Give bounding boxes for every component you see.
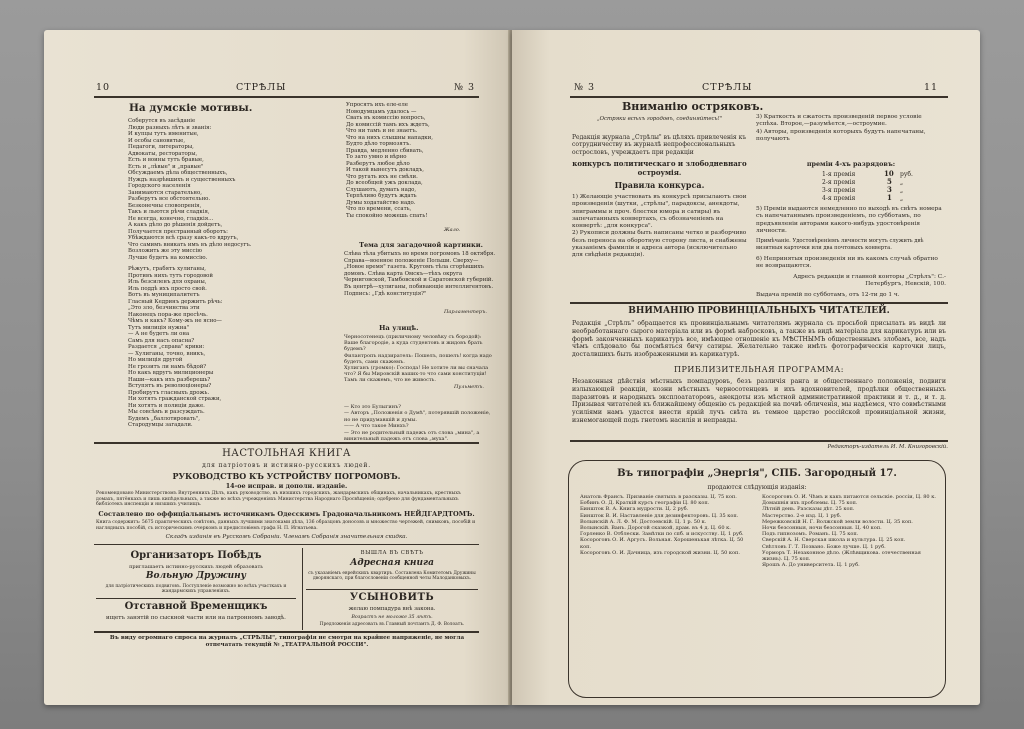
ad-address-book-text: съ указаніемъ еврейскихъ квартиръ. Составлена Комитетомъ Дружины дворянскаго, при благословеніи сообщенной четы Малоданковыхъ. <box>308 571 476 582</box>
ad-organizer-big: Вольную Дружину <box>145 571 247 581</box>
program-text: Незаконныя дѣйствія мѣстныхъ помпадуровъ, безъ различія ранга и общественнаго положенія, подвиги излыхающей реакціи, козни мѣстныхъ черносотенцевъ и ихъ вдохновителей, продѣлки общественныхъ паразитовъ и народныхъ эксплоататоровъ, анекдоты изъ мѣстной административной практики и т. д., и т. д. Призывая читателей къ ближайшему общенію съ редакціей на почвѣ обличенія, мы надѣемся, что совмѣстными усиліями намъ удастся внести яркій лучъ свѣта въ темное царство россійской провинціальной жизни, изнемогающей подъ гнетомъ насилія и неправды. <box>572 378 946 424</box>
right-editor-rule <box>570 440 948 442</box>
provincial-title: ВНИМАНІЮ ПРОВИНЦІАЛЬНЫХЪ ЧИТАТЕЛЕЙ. <box>628 306 890 316</box>
ad-retired-text: ищетъ занятій по сыскной части или на патронномъ заводѣ. <box>106 615 286 621</box>
ad-address-book-label: ВЫШЛА ВЪ СВѢТЪ <box>360 550 424 556</box>
prize-label: 2-я премія <box>822 179 856 186</box>
left-issue: № 3 <box>454 82 476 93</box>
topic-author: Парламентеръ. <box>444 309 487 315</box>
editor-publisher: Редакторъ-издатель И. М. Книгоровскій. <box>827 444 948 450</box>
left-journal-title: СТРѢЛЫ <box>236 82 287 93</box>
desk-book-compiled: Составлено по оффиціальнымъ источникамъ Одесскимъ Градоначальникомъ НЕЙДГАРДТОМЪ. <box>98 510 475 518</box>
prize-unit: „ <box>900 195 904 202</box>
notice-epigraph: „Остряки всѣхъ городовъ, соединяйтесь!" <box>596 116 723 122</box>
books-list-left: Анатоль Франсъ. Призваніе святыхъ в разсказы. Ц. 75 коп. Бобинъ О. Д. Краткій курсъ географіи Ц. 80 коп. Биншток В. А. Книга мудрости. Ц. 2 руб. Биншток В. И. Наставленіе для дезинфекторовъ. Ц. 35 коп. Волынскій А. Л. Ф. М. Достоевскій. Ц. 1 р. 50 к. Волынскій. Ванъ. Дорогой сказкой, драм. въ 4 д. Ц. 60 к. Горленко В. Отблески. Замѣтки по спб. и искусству. Ц. 1 руб. Косороговъ О. И. Аргусъ. Вольная. Хорошенькая лѣтка. Ц. 50 коп. Косороговъ О. И. Дачница, изъ городской жизни. Ц. 50 коп. <box>580 494 744 556</box>
left-section-rule <box>94 442 479 444</box>
left-ad-divider <box>302 548 303 630</box>
ad-adopt-text-3: Предложенія адресовать въ Главный почтамтъ Д. Ф. Волоатъ. <box>319 622 465 627</box>
rules-text: 1) Желающіе участвовать въ конкурсѣ присылаютъ свои произведенія (шутки, „стрѣлы", парадоксы, анекдоты, эпиграммы и проч. блестки юмора и сатиры) въ запечатанныхъ конвертахъ, съ обозначеніемъ на конвертѣ: „для конкурса". 2) Рукописи должны быть написаны четко и разборчиво безъ переноса на оборотную сторону листа, и снабжены указаніемъ фамиліи и адреса автора (исключительно для свѣдѣнія редакціи). <box>572 194 747 259</box>
desk-book-title: НАСТОЛЬНАЯ КНИГА <box>222 448 351 459</box>
right-header-rule <box>570 96 948 98</box>
prize-value: 10 <box>884 169 894 178</box>
provincial-text: Редакція „Стрѣлъ" обращается къ провинціальнымъ читателямъ журнала съ просьбой присылать въ видѣ ли необработаннаго сырого матеріала или въ формѣ набросковъ, а также въ видѣ матеріала для карикатуръ или въ формѣ законченныхъ карикатуръ все, имѣющее отношеніе къ МѢСТНЫМЪ общественнымъ злобамъ, все, надъ чѣмъ слѣдовало бы посмѣяться бичу сатиры. Желательно также имѣть фотографическія карточки лицъ, досталвшихъ быть изображенными въ карикатурѣ. <box>572 320 946 359</box>
poem-column-2: Упросятъ ихъ еле-еле Новодумцамъ удалось — Свать въ комиссію вопросъ, До комиссій тамъ ихъ ждетъ, Что ни тамъ и не знаетъ. Что на нихъ слышны нападки, Будто дѣло тормозятъ. Правда, медленно сбивать, То зато умно и вѣрно Разберутъ любое дѣло И такой вынесутъ докладъ, Что ругать ихъ не смѣли. До всеобщей ужъ доклада, Слушаютъ, думать надо, Терпѣливо будутъ ждать Думы ходатайство надо. Что по времени, ссать, Ты спокойно можешь спать! <box>346 102 433 219</box>
desk-book-subtitle: для патріотовъ и истинно-русскихъ людей. <box>202 462 371 469</box>
left-ad-rule <box>94 544 479 545</box>
ad-adopt-text-2: Возрастъ не моложе 35 лѣтъ. <box>351 615 433 620</box>
left-page-number: 10 <box>96 82 111 93</box>
poem-author: Жало. <box>444 227 461 233</box>
right-page <box>512 30 980 705</box>
ad-address-book-title: Адресная книга <box>350 558 434 568</box>
rules-note: Примѣчаніе. Удостовѣреніемъ личности могутъ служить двѣ визитныя карточки или два почтовыхъ конверта. <box>756 238 924 251</box>
right-issue: № 3 <box>574 82 596 93</box>
prize-label: 1-я премія <box>822 171 856 178</box>
rule-six: 6) Непринятыя произведенія ни въ какомъ случаѣ обратно не возвращаются. <box>756 256 938 270</box>
street-text: Черносотенецъ (приличному человѣку съ бородой): Ваше благородіе, а куда студентовъ и жидовъ брать будемъ? Филантропъ надзиратель: Пошелъ, пошелъ! когда надо будетъ, сами скажемъ. Хулиганъ (громко): Господа! Не хотите ли вы сначала что? Я бы Мировскій ваших-то что сами конституціи! Тамъ ли скажемъ, что не живость. <box>344 334 492 384</box>
print-shop-subtitle: продаются слѣдующія изданія: <box>707 484 807 491</box>
prize-label: 3-я премія <box>822 187 856 194</box>
right-section-rule <box>570 302 948 304</box>
prize-value: 3 <box>887 185 892 194</box>
notice-title: Вниманію остряковъ. <box>622 100 764 113</box>
right-page-number: 11 <box>924 82 939 93</box>
right-journal-title: СТРѢЛЫ <box>702 82 753 93</box>
prize-value: 5 <box>887 177 892 186</box>
program-title: ПРИБЛИЗИТЕЛЬНАЯ ПРОГРАММА: <box>674 365 844 374</box>
prize-unit: „ <box>900 179 904 186</box>
ad-organizer-text: приглашаетъ истинно-русскихъ людей образовать <box>129 564 263 570</box>
left-footer-rule <box>94 631 479 633</box>
topic-title: Тема для загадочной картинки. <box>359 241 483 249</box>
prize-unit: „ <box>900 187 904 194</box>
ad-organizer-text-2: для патріотическихъ подвиговъ. Поступленіе возможно во всѣхъ участкахъ и жандармскихъ управленіяхъ. <box>105 584 287 595</box>
contest-title: конкурсъ политическаго и злободневнаго остроумія. <box>572 159 747 177</box>
poem-column-1: Соберутся въ засѣданіе Люди разныхъ лѣтъ и званія: И купцы тутъ именитые, И особы сановитые, Педагоги, литераторы, Адвокаты, рестораторы, Есть и воины тутъ бравые, Есть и „лѣвые" и „правые" Обсуждаемъ дѣла общественныхъ, Нуждъ назрѣвшихъ и существенныхъ Городского населенія Занимаются старательно, Разберутъ все обстоятельно. Безконечны словопренія, Такъ и льются рѣчи сладкія, Не всегда, конечно, гладкія... А какъ дѣло до рѣшенія дойдетъ, Получается престранный оборотъ: Убѣждаются всѣ сразу какъ-то вдругъ, Что самимъ вникать имъ въ дѣло недосугъ. Возложить же эту миссію Лучше будетъ на комиссію. <box>128 118 252 261</box>
desk-book-edition: 14-ое исправ. и дополн. изданіе. <box>225 482 348 490</box>
rules-right-text: 3) Краткость и сжатость произведеній первое условіе успѣха. Второе,—разумѣется,—остроумие. 4) Авторы, произведенія которыхъ будутъ напечатаны, получаютъ <box>756 114 926 142</box>
ad-retired-title: Отставной Временщикъ <box>124 601 268 612</box>
desk-book-text-2: Книга содержитъ: 5675 практическихъ совѣтовъ, данныхъ лучшими знатоками дѣла, 136 образцовъ доносовъ и множество чертежей, снимковъ, пособій и наглядныхъ пособій, съ историческимъ очеркомъ и предисловіемъ графа Н. П. Игнатьева. <box>96 520 476 531</box>
dialog-text: — Кто это Булыгинъ? — Авторъ „Положенія о Думѣ", потерявшій положеніе, но не придумавшій и думы. —— А что такое Минхъ? — Это не родительный падежъ отъ слова „мина", а винительный падежъ отъ слова „муха". <box>344 404 491 443</box>
poem-column-1b: Рѣжутъ, грабятъ хулиганы, Противъ нихъ тутъ городовой Иль безсиленъ для охраны, Иль поддѣ ихъ просто свой. Вотъ въ муниципалитетъ Гласный Кедринъ держитъ рѣчь: „Это зло, безчинства эти Наконецъ пора-же пресѣчь. Чѣмъ и какъ? Кому-жъ не ясно— Тутъ милиція нужна" — А не будетъ ли она Самъ для насъ опасна? Раздается „справа" крики: — Хулиганы, точно, вникъ, Но милиція другой Не грозитъ ли намъ бѣдой? Но какъ вдругъ милиционеры Наши—какъ ихъ разберешь? Вступятъ въ революціонеры? Пробирутъ гласныхъ дрожь. Ни хотятъ гражданской стражи, Ни хотятъ и полиціи даже. Мы совсѣмъ и разсуждать. Будемъ „баллотировать", Стародумцы загадали. <box>128 266 223 428</box>
prize-hours: Выдача премій по субботамъ, отъ 12-ти до 1 ч. <box>756 292 900 298</box>
left-header-rule <box>94 96 479 98</box>
prize-value: 1 <box>887 193 892 202</box>
print-shop-title: Въ типографіи „Энергія", СПБ. Загородный 17. <box>617 468 897 479</box>
ad-adopt-text: желаю помпадура внѣ закона. <box>348 606 436 612</box>
topic-text: Слѣва тѣла убитыхъ во время погромовъ 18 октября. Справа—военное положеніе Польши. Сверху—„Новое время" газета. Кругомъ тѣла сгорѣвшихъ домовъ. Слѣва карта Омскъ—тѣхъ округа Черниговской, Тамбовской и Саратовской губерній. Въ центрѣ—хулиганы, побивающіе интеллигентовъ. Подпись: „Гдѣ конституція?" <box>344 251 496 297</box>
left-ad-rule-2 <box>96 598 296 599</box>
street-title: На улицѣ. <box>379 324 419 332</box>
desk-book-store: Складъ изданія въ Русскомъ Собраніи. Членамъ Собранія значительная скидка. <box>165 534 408 540</box>
desk-book-guide: РУКОВОДСТВО КЪ УСТРОЙСТВУ ПОГРОМОВЪ. <box>172 471 401 481</box>
ad-adopt-title: УСЫНОВИТЬ <box>349 592 435 603</box>
rules-title: Правила конкурса. <box>614 180 705 190</box>
street-author: Пульметъ. <box>454 384 484 390</box>
books-list-right: Косороговъ О. И. Чѣмъ и какъ питаются сельскіе. россіи, Ц. 80 к. Домашнія ихъ проблемы. Ц. 75 коп. Лѣтній день. Разсказы дѣт. 25 коп. Мастерство. 2-е изд. Ц. 1 руб. Мережковскій Н. Г. Волжской земли волости. Ц. 35 коп. Ночи безсонныя, ночи безсонныя. Ц. 40 коп. Подъ гипнозомъ. Романъ. Ц. 75 коп. Сверскій А. Н. Сверская школа и культура. Ц. 25 коп. Свѣтловъ Г. Т. Позвано. Боже лучше. Ц. 1 руб. Уорморъ Т. Незаконное дѣло. (Жлѣвщикова. отечественная жизнь). Ц. 75 коп. Ярошъ А. До университета. Ц. 1 руб. <box>762 494 936 569</box>
rules-right-text-2: 5) Преміи выдаются немедленно по выходѣ въ свѣтъ номера съ напечатаннымъ произведеніемъ, по субботамъ, по предъявленіи авторами какого-нибудь удостовѣренія личности. <box>756 206 942 234</box>
prize-label: 4-я премія <box>822 195 856 202</box>
prizes-title: преміи 4-хъ разрядовъ: <box>806 160 896 168</box>
left-footer-text: Въ виду огромнаго спроса на журналъ „СТРѢЛЫ", типографія не смотря на крайнее напряженіе, не могла отпечатать текущій № „ТЕАТРАЛЬНОЙ РОССІИ". <box>109 635 465 648</box>
desk-book-text: Рекомендовано Министерствомъ Внутреннихъ Дѣлъ, какъ руководство, въ низшихъ городскихъ, жандармскихъ общинахъ, начальникахъ, крестныхъ домахъ, пятёнкахъ и лишь кипѣдельныхъ, а также во всѣхъ учрежденіяхъ Министерства Народнаго Просвѣщенія; одобрено для фундаментальныхъ библіотекъ инспекціи и низшихъ училищъ. <box>96 491 461 508</box>
left-ad-rule-3 <box>306 589 478 590</box>
poem-title: На думскіе мотивы. <box>129 102 253 114</box>
prize-unit: руб. <box>900 171 913 178</box>
editorial-address: Адресъ редакціи и главной конторы „Стрѣлъ": С.-Петербургъ, Невскій, 100. <box>793 274 946 288</box>
left-page <box>44 30 510 705</box>
ad-organizer-title: Организаторъ Побѣдъ <box>130 550 262 561</box>
notice-intro: Редакція журнала „Стрѣлы" въ цѣляхъ привлеченія къ сотрудничеству въ журналѣ непрофессиональныхъ острословъ, учреждаетъ при редакціи <box>572 134 747 156</box>
